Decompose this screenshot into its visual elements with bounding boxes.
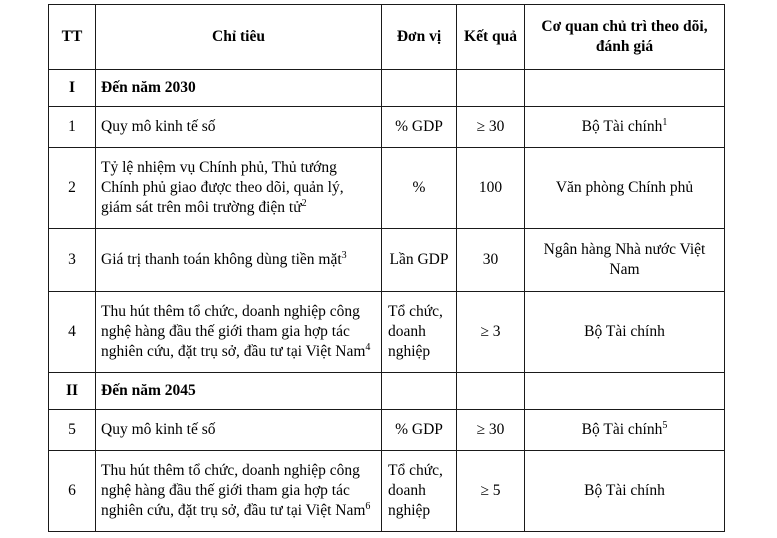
row-chi-tieu	[96, 148, 382, 229]
header-cell-don-vi: Đơn vị	[382, 5, 457, 70]
row-chi-tieu-text: Thu hút thêm tổ chức, doanh nghiệp công nghệ hàng đầu thế giới tham gia hợp tác nghiên cứu, đặt trụ sở, đầu tư tại Việt Nam	[101, 303, 366, 360]
row-don-vi: Tổ chức, doanh nghiệp	[382, 451, 457, 532]
row-don-vi: %	[382, 148, 457, 229]
row-chi-tieu-text: Quy mô kinh tế số	[101, 118, 216, 136]
row-co-quan	[525, 70, 725, 107]
table-row	[49, 410, 725, 451]
row-index: I	[49, 70, 96, 107]
row-chi-tieu	[96, 292, 382, 373]
row-co-quan	[525, 107, 725, 148]
row-ket-qua: ≥ 5	[457, 451, 525, 532]
row-don-vi: % GDP	[382, 410, 457, 451]
header-cell-ket-qua: Kết quả	[457, 5, 525, 70]
row-ket-qua: ≥ 3	[457, 292, 525, 373]
indicators-table	[48, 4, 725, 532]
row-chi-tieu: Đến năm 2045	[96, 373, 382, 410]
table-row	[49, 70, 725, 107]
footnote-marker: 3	[341, 249, 347, 261]
table-row	[49, 292, 725, 373]
row-don-vi: Lần GDP	[382, 229, 457, 292]
header-cell-tt: TT	[49, 5, 96, 70]
row-ket-qua	[457, 373, 525, 410]
header-cell-chi-tieu: Chỉ tiêu	[96, 5, 382, 70]
row-co-quan: Ngân hàng Nhà nước Việt Nam	[525, 229, 725, 292]
table-row	[49, 451, 725, 532]
row-chi-tieu: Đến năm 2030	[96, 70, 382, 107]
footnote-marker: 2	[301, 197, 307, 209]
row-chi-tieu-text: Quy mô kinh tế số	[101, 421, 216, 439]
document-page	[0, 4, 777, 538]
table-header	[49, 5, 725, 70]
row-index: 1	[49, 107, 96, 148]
row-chi-tieu-text: Giá trị thanh toán không dùng tiền mặt	[101, 251, 342, 269]
table-body	[49, 70, 725, 532]
row-co-quan: Bộ Tài chính	[525, 451, 725, 532]
row-co-quan: Bộ Tài chính	[525, 292, 725, 373]
row-don-vi	[382, 373, 457, 410]
row-co-quan	[525, 410, 725, 451]
row-ket-qua: 30	[457, 229, 525, 292]
row-index: 2	[49, 148, 96, 229]
row-co-quan: Văn phòng Chính phủ	[525, 148, 725, 229]
row-ket-qua	[457, 70, 525, 107]
row-don-vi: Tổ chức, doanh nghiệp	[382, 292, 457, 373]
table-header-row	[49, 5, 725, 70]
row-don-vi: % GDP	[382, 107, 457, 148]
row-chi-tieu	[96, 410, 382, 451]
row-chi-tieu	[96, 451, 382, 532]
row-index: 5	[49, 410, 96, 451]
row-index: 4	[49, 292, 96, 373]
row-co-quan	[525, 373, 725, 410]
table-row	[49, 373, 725, 410]
row-chi-tieu	[96, 107, 382, 148]
row-co-quan-text: Bộ Tài chính	[581, 118, 663, 136]
row-index: II	[49, 373, 96, 410]
row-don-vi	[382, 70, 457, 107]
table-row	[49, 148, 725, 229]
footnote-marker: 5	[662, 419, 668, 431]
row-ket-qua: ≥ 30	[457, 410, 525, 451]
footnote-marker: 1	[662, 116, 668, 128]
row-chi-tieu-text: Tỷ lệ nhiệm vụ Chính phủ, Thủ tướng Chính phủ giao được theo dõi, quản lý, giám sát trên môi trường điện tử	[101, 159, 344, 216]
row-co-quan-text: Bộ Tài chính	[581, 421, 663, 439]
footnote-marker: 4	[365, 341, 371, 353]
row-chi-tieu-text: Thu hút thêm tổ chức, doanh nghiệp công nghệ hàng đầu thế giới tham gia hợp tác nghiên cứu, đặt trụ sở, đầu tư tại Việt Nam	[101, 462, 366, 519]
row-chi-tieu	[96, 229, 382, 292]
row-ket-qua: 100	[457, 148, 525, 229]
table-row	[49, 229, 725, 292]
table-row	[49, 107, 725, 148]
row-index: 3	[49, 229, 96, 292]
row-ket-qua: ≥ 30	[457, 107, 525, 148]
header-cell-co-quan: Cơ quan chủ trì theo dõi, đánh giá	[525, 5, 725, 70]
row-index: 6	[49, 451, 96, 532]
footnote-marker: 6	[365, 500, 371, 512]
